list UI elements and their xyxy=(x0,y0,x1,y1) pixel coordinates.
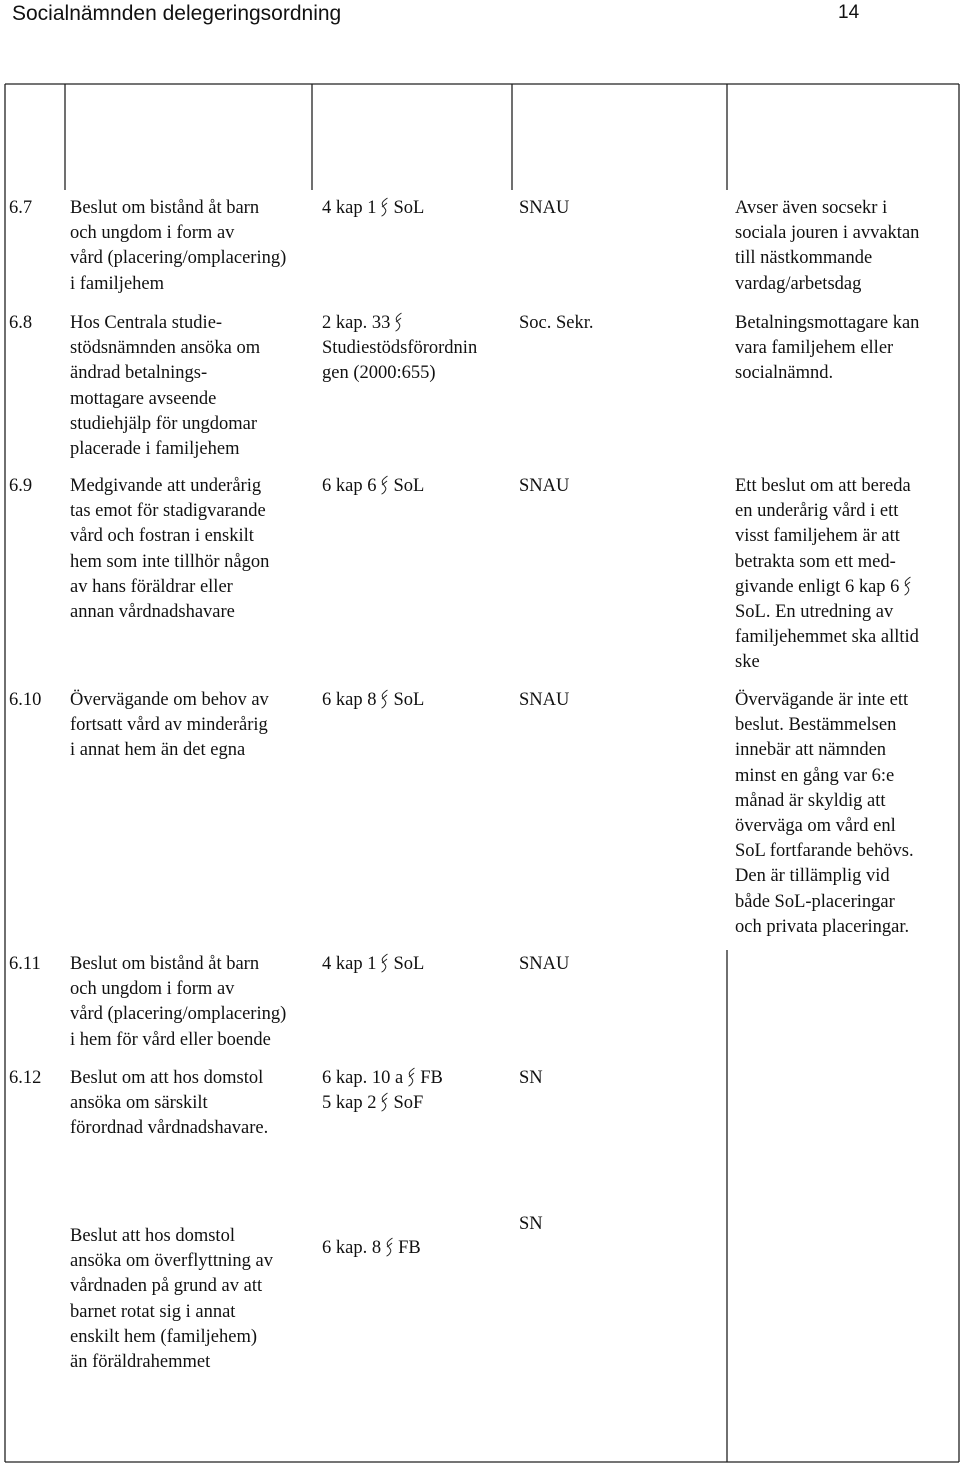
law-code: FB xyxy=(420,1068,443,1088)
law-chapter: 4 kap 1 xyxy=(322,954,377,974)
law-chapter: 2 kap. 33 xyxy=(322,313,391,333)
delegate: Soc. Sekr. xyxy=(519,313,594,333)
matter-text: Beslut om att hos domstol ansöka om särskilt förordnad vårdnadshavare. xyxy=(70,1068,269,1139)
paragraph-sign-icon xyxy=(394,312,403,332)
document-title: Socialnämnden delegeringsordning xyxy=(12,2,342,25)
law-line xyxy=(322,688,424,713)
law-reference xyxy=(322,474,424,499)
law-reference xyxy=(322,311,477,387)
note-text xyxy=(735,474,919,676)
law-chapter: 4 kap 1 xyxy=(322,198,377,218)
law-code: SoL xyxy=(393,198,425,218)
law-reference xyxy=(322,196,424,221)
law-chapter: Studiestödsförordnin xyxy=(322,338,478,359)
law-code: SoF xyxy=(393,1093,424,1114)
law-code: FB xyxy=(398,1238,421,1258)
law-line xyxy=(322,196,424,221)
matter-text: Hos Centrala studie- stödsnämnden ansöka om ändrad betalnings- mottagare avseende studiehjälp för ungdomar placerade i familjehem xyxy=(70,313,261,460)
delegate: SNAU xyxy=(519,198,570,218)
law-line xyxy=(322,474,424,499)
note-text: Avser även socsekr i sociala jouren i avvaktan till nästkommande vardag/arbetsdag xyxy=(735,198,920,294)
matter-text: Beslut om bistånd åt barn och ungdom i form av vård (placering/omplacering) i familjehem xyxy=(70,198,287,294)
paragraph-sign-icon xyxy=(380,197,389,217)
delegate: SNAU xyxy=(519,690,570,710)
law-line xyxy=(322,361,477,386)
law-chapter: 5 kap 2 xyxy=(322,1093,377,1114)
law-line xyxy=(322,1066,443,1091)
note-part: SoL. En utredning av familjehemmet ska alltid ske xyxy=(735,602,919,673)
paragraph-sign-icon xyxy=(380,1092,389,1112)
law-reference xyxy=(322,1236,421,1261)
matter-text: Beslut att hos domstol ansöka om överflyttning av vårdnaden på grund av att barnet rotat sig i annat enskilt hem (familjehem) än föräldrahemmet xyxy=(70,1226,273,1373)
paragraph-sign-icon xyxy=(380,953,389,973)
matter-text: Övervägande om behov av fortsatt vård av minderårig i annat hem än det egna xyxy=(70,690,269,761)
law-line xyxy=(322,1236,421,1261)
paragraph-sign-icon xyxy=(407,1067,416,1087)
row-number: 6.9 xyxy=(9,476,33,496)
delegate: SN xyxy=(519,1068,543,1088)
row-number: 6.7 xyxy=(9,198,33,218)
note-text: Övervägande är inte ett beslut. Bestämmelsen innebär att nämnden minst en gång var 6:e månad är skyldig att överväga om vård enl SoL fortfarande behövs. Den är tillämplig vid både SoL-placeringar och privata placeringar. xyxy=(735,690,914,937)
law-code: SoL xyxy=(393,690,425,710)
law-chapter: 6 kap. 8 xyxy=(322,1238,382,1258)
law-reference xyxy=(322,688,424,713)
law-line xyxy=(322,1091,443,1116)
paragraph-sign-icon xyxy=(903,576,912,596)
note-text: Betalningsmottagare kan vara familjehem eller socialnämnd. xyxy=(735,313,920,384)
law-line xyxy=(322,311,477,336)
paragraph-sign-icon xyxy=(380,689,389,709)
law-reference xyxy=(322,1066,443,1116)
delegate: SN xyxy=(519,1214,543,1234)
law-chapter: gen (2000:655) xyxy=(322,363,436,384)
law-code: SoL xyxy=(393,954,425,974)
row-number: 6.8 xyxy=(9,313,33,333)
law-line xyxy=(322,336,477,361)
law-chapter: 6 kap. 10 a xyxy=(322,1068,404,1088)
law-code: SoL xyxy=(393,476,425,496)
row-number: 6.11 xyxy=(9,954,41,974)
note-part: Ett beslut om att bereda en underårig vård i ett visst familjehem är att betrakta som ett med- givande enligt 6 kap 6 xyxy=(735,476,911,597)
matter-text: Medgivande att underårig tas emot för stadigvarande vård och fostran i enskilt hem som inte tillhör någon av hans föräldrar eller annan vårdnadshavare xyxy=(70,476,270,623)
row-number: 6.10 xyxy=(9,690,42,710)
law-reference xyxy=(322,952,424,977)
delegate: SNAU xyxy=(519,476,570,496)
delegate: SNAU xyxy=(519,954,570,974)
law-chapter: 6 kap 8 xyxy=(322,690,377,710)
paragraph-sign-icon xyxy=(385,1237,394,1257)
row-number: 6.12 xyxy=(9,1068,42,1088)
matter-text: Beslut om bistånd åt barn och ungdom i form av vård (placering/omplacering) i hem för vård eller boende xyxy=(70,954,287,1050)
page-number: 14 xyxy=(838,2,860,23)
paragraph-sign-icon xyxy=(380,475,389,495)
law-chapter: 6 kap 6 xyxy=(322,476,377,496)
law-line xyxy=(322,952,424,977)
